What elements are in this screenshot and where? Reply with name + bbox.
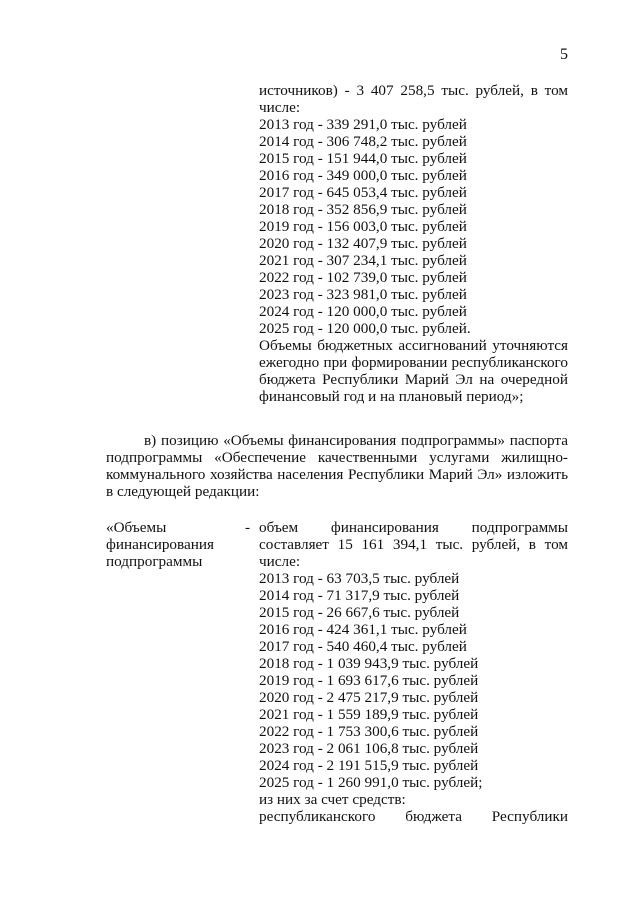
year-amount-line: 2016 год - 424 361,1 тыс. рублей [259,621,467,638]
paragraph-line: подпрограммы «Обеспечение качественными услугами жилищно- [106,449,568,466]
note-line: финансовый год и на плановый период»; [259,388,524,405]
year-amount-line: 2021 год - 307 234,1 тыс. рублей [259,252,467,269]
label-line: финансирования [106,536,214,553]
block1-note [259,337,568,405]
year-amount-line: 2017 год - 540 460,4 тыс. рублей [259,638,467,655]
block2-first-line: объем финансирования подпрограммы [259,519,568,536]
block2-year-list [259,570,568,791]
paragraph-line: в) позицию «Объемы финансирования подпрограммы» паспорта [144,432,568,449]
year-amount-line: 2023 год - 2 061 106,8 тыс. рублей [259,740,479,757]
year-amount-line: 2016 год - 349 000,0 тыс. рублей [259,167,467,184]
year-amount-line: 2024 год - 2 191 515,9 тыс. рублей [259,757,479,774]
block1-year-list [259,116,568,337]
year-amount-line: 2018 год - 1 039 943,9 тыс. рублей [259,655,479,672]
block1-second-line: числе: [259,99,301,116]
year-amount-line: 2020 год - 132 407,9 тыс. рублей [259,235,467,252]
year-amount-line: 2025 год - 1 260 991,0 тыс. рублей; [259,774,483,791]
year-amount-line: 2013 год - 63 703,5 тыс. рублей [259,570,460,587]
block2-column [259,519,568,825]
note-line: ежегодно при формировании республиканского [259,354,568,371]
note-line: Объемы бюджетных ассигнований уточняются [259,337,568,354]
block1-column [259,82,568,405]
year-amount-line: 2019 год - 156 003,0 тыс. рублей [259,218,467,235]
amendment-paragraph [106,432,568,500]
paragraph-line: в следующей редакции: [106,483,260,500]
year-amount-line: 2017 год - 645 053,4 тыс. рублей [259,184,467,201]
block2-after-line: республиканского бюджета Республики [259,808,568,825]
year-amount-line: 2022 год - 102 739,0 тыс. рублей [259,269,467,286]
year-amount-line: 2014 год - 306 748,2 тыс. рублей [259,133,467,150]
year-amount-line: 2024 год - 120 000,0 тыс. рублей [259,303,467,320]
year-amount-line: 2015 год - 26 667,6 тыс. рублей [259,604,460,621]
block2-third-line: числе: [259,553,301,570]
label-line: подпрограммы [106,553,203,570]
year-amount-line: 2023 год - 323 981,0 тыс. рублей [259,286,467,303]
block1-first-line: источников) - 3 407 258,5 тыс. рублей, в том [259,82,568,99]
year-amount-line: 2018 год - 352 856,9 тыс. рублей [259,201,467,218]
label-dash: - [245,519,251,536]
year-amount-line: 2014 год - 71 317,9 тыс. рублей [259,587,460,604]
year-amount-line: 2013 год - 339 291,0 тыс. рублей [259,116,467,133]
year-amount-line: 2019 год - 1 693 617,6 тыс. рублей [259,672,479,689]
year-amount-line: 2015 год - 151 944,0 тыс. рублей [259,150,467,167]
year-amount-line: 2022 год - 1 753 300,6 тыс. рублей [259,723,479,740]
year-amount-line: 2021 год - 1 559 189,9 тыс. рублей [259,706,479,723]
block2-second-line: составляет 15 161 394,1 тыс. рублей, в том [259,536,568,553]
year-amount-line: 2025 год - 120 000,0 тыс. рублей. [259,320,471,337]
block2-label [106,519,256,570]
label-line: «Объемы [106,519,167,536]
note-line: бюджета Республики Марий Эл на очередной [259,371,568,388]
block2-after-line: из них за счет средств: [259,791,406,808]
page-number: 5 [560,46,568,63]
paragraph-line: коммунального хозяйства населения Республики Марий Эл» изложить [106,466,568,483]
year-amount-line: 2020 год - 2 475 217,9 тыс. рублей [259,689,479,706]
